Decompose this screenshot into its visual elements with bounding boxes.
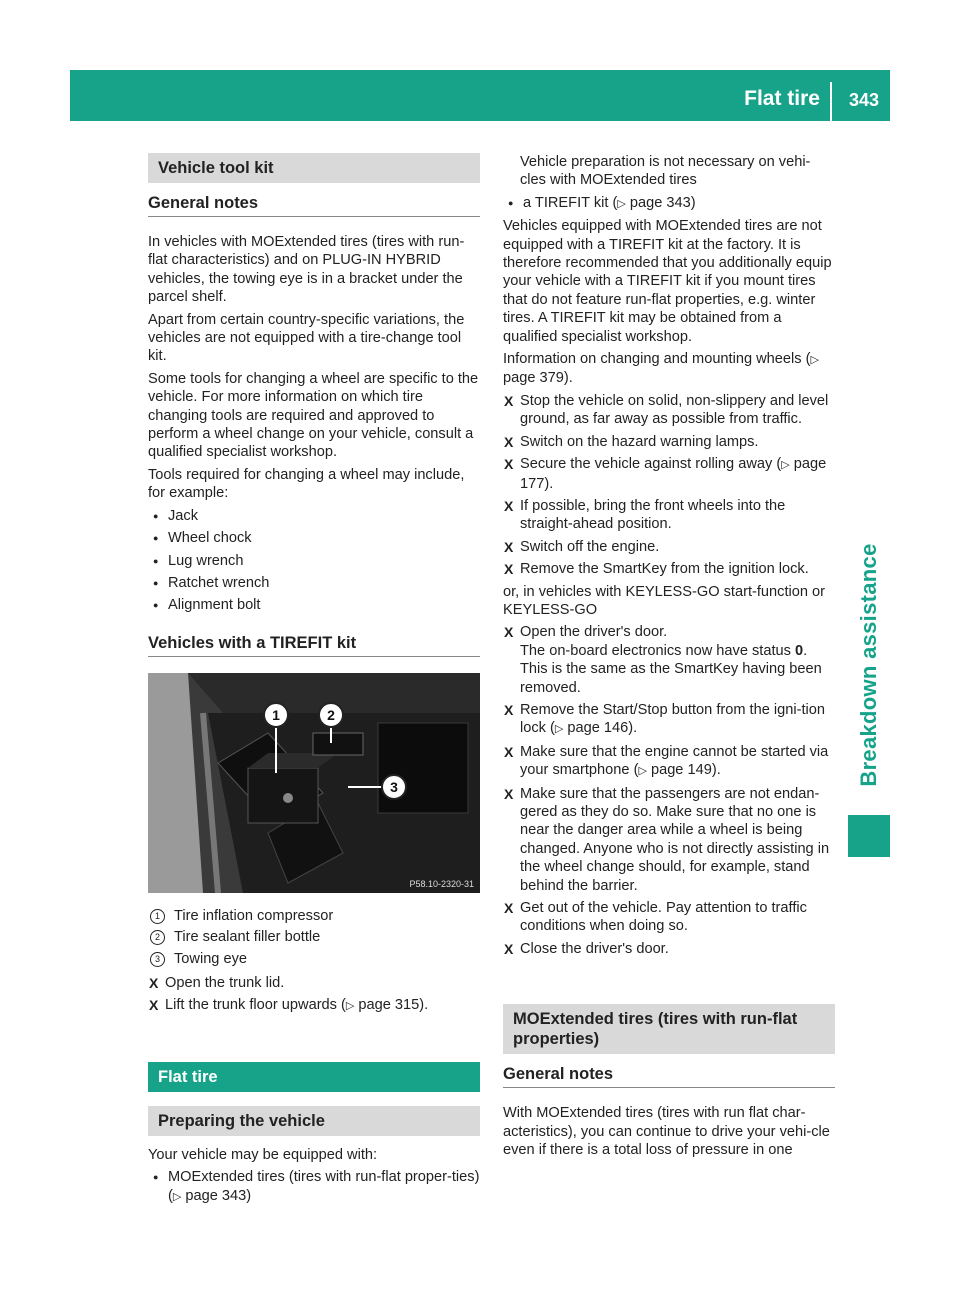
header-section-title: Flat tire	[744, 87, 820, 110]
page-ref-arrow-icon: ▷	[617, 197, 626, 210]
list-item: ● Alignment bolt	[148, 596, 480, 614]
legend-text: Towing eye	[174, 950, 248, 967]
paragraph: Tools required for changing a wheel may include, for example:	[148, 466, 465, 502]
image-code: P58.10-2320-31	[409, 878, 474, 889]
section-flat-tire: Flat tire	[148, 1062, 480, 1092]
paragraph: Vehicles equipped with MOExtended tires are not equipped with a TIREFIT kit at the factory. It is therefore recommended that you additionally equip your vehicle with a TIREFIT kit if you mount tires that do not feature run-flat properties, e.g. winter tires. A TIREFIT kit may be obtained from a qualified specialist workshop.	[503, 218, 832, 345]
callout-3: 3	[390, 778, 398, 795]
side-tab-label: Breakdown assistance	[855, 543, 881, 787]
page-ref-arrow-icon: ▷	[345, 1000, 355, 1013]
list-item: ● Lug wrench	[148, 552, 480, 570]
heading-general-notes: General notes	[503, 1064, 835, 1088]
equipment-list	[148, 1168, 480, 1206]
paragraph-continued: Vehicle preparation is not necessary on vehi-cles with MOExtended tires	[520, 154, 811, 189]
paragraph: With MOExtended tires (tires with run flat char-acteristics), you can continue to drive your vehi-cle even if there is a total loss of pressure in one	[503, 1105, 830, 1159]
step-list	[503, 623, 835, 958]
legend-text: Tire sealant filler bottle	[174, 929, 321, 946]
paragraph: Apart from certain country-specific variations, the vehicles are not equipped with a tire-change tool kit.	[148, 311, 465, 365]
paragraph: Information on changing and mounting wheels (▷ page 379).	[503, 351, 819, 387]
page-header	[70, 70, 890, 121]
paragraph: In vehicles with MOExtended tires (tires with run-flat characteristics) and on PLUG-IN HYBRID vehicles, the towing eye is in a bracket under the parcel shelf.	[148, 234, 465, 306]
list-item: ● a TIREFIT kit (▷ page 343)	[503, 194, 835, 213]
side-tab-marker	[848, 815, 890, 857]
legend-number: 3	[150, 952, 165, 967]
step: X Stop the vehicle on solid, non-slippery and level ground, as far away as possible from traffic.	[503, 392, 835, 429]
step-list	[148, 974, 480, 1016]
page-ref-arrow-icon: ▷	[810, 354, 819, 367]
step: X Switch on the hazard warning lamps.	[503, 433, 835, 451]
legend-item	[148, 907, 480, 925]
page-ref-arrow-icon: ▷	[638, 765, 647, 778]
step: X Lift the trunk floor upwards (▷ page 315).	[148, 996, 480, 1015]
step: X Close the driver's door.	[503, 940, 835, 958]
list-item: ● Jack	[148, 507, 480, 525]
step: X Make sure that the engine cannot be started via your smartphone (▷ page 149).	[503, 743, 835, 781]
step-list	[503, 392, 835, 579]
step: X Open the driver's door. The on-board electronics now have status 0. This is the same as the SmartKey having been removed.	[503, 623, 835, 697]
left-column	[148, 153, 480, 1210]
paragraph: Your vehicle may be equipped with:	[148, 1146, 378, 1163]
step: X Make sure that the passengers are not endan-gered as they do so. Make sure that no one is near the danger area while a wheel is being changed. Anyone who is not directly assisting in the wheel change should, for example, stand behind the barrier.	[503, 785, 835, 895]
page-number: 343	[848, 90, 880, 110]
tool-list	[148, 507, 480, 615]
callout-1: 1	[272, 706, 280, 723]
figure-legend	[148, 907, 480, 968]
paragraph: or, in vehicles with KEYLESS-GO start-function or KEYLESS-GO	[503, 583, 826, 618]
step: X Open the trunk lid.	[148, 974, 480, 992]
page-ref-arrow-icon: ▷	[781, 459, 790, 472]
step: X Get out of the vehicle. Pay attention to traffic conditions when doing so.	[503, 899, 835, 936]
paragraph: Some tools for changing a wheel are specific to the vehicle. For more information on which tire changing tools are required and approved to perform a wheel change on your vehicle, consult a qualified specialist workshop.	[148, 370, 479, 461]
legend-number: 2	[150, 930, 165, 945]
section-vehicle-tool-kit: Vehicle tool kit	[148, 153, 480, 183]
heading-tirefit: Vehicles with a TIREFIT kit	[148, 633, 480, 657]
equipment-list-cont	[503, 194, 835, 213]
list-item: ● MOExtended tires (tires with run-flat proper-ties) (▷ page 343)	[148, 1168, 480, 1206]
step: X Remove the Start/Stop button from the igni-tion lock (▷ page 146).	[503, 701, 835, 739]
page-ref-arrow-icon: ▷	[172, 1190, 182, 1203]
step: X If possible, bring the front wheels into the straight-ahead position.	[503, 497, 835, 534]
step: X Secure the vehicle against rolling away (▷ page 177).	[503, 455, 835, 493]
legend-text: Tire inflation compressor	[174, 907, 334, 924]
legend-item	[148, 928, 480, 946]
header-divider	[830, 82, 832, 121]
section-preparing-vehicle: Preparing the vehicle	[148, 1106, 480, 1136]
right-column	[503, 153, 835, 1163]
step: X Switch off the engine.	[503, 538, 835, 556]
legend-item	[148, 950, 480, 968]
legend-number: 1	[150, 909, 165, 924]
page-ref-arrow-icon: ▷	[554, 723, 564, 736]
step: X Remove the SmartKey from the ignition lock.	[503, 560, 835, 578]
section-moextended-tires: MOExtended tires (tires with run-flat properties)	[503, 1004, 835, 1054]
callout-2: 2	[327, 706, 335, 723]
list-item: ● Wheel chock	[148, 529, 480, 547]
list-item: ● Ratchet wrench	[148, 574, 480, 592]
side-tab	[848, 520, 890, 810]
trunk-tirefit-photo	[148, 673, 480, 893]
heading-general-notes: General notes	[148, 193, 480, 217]
